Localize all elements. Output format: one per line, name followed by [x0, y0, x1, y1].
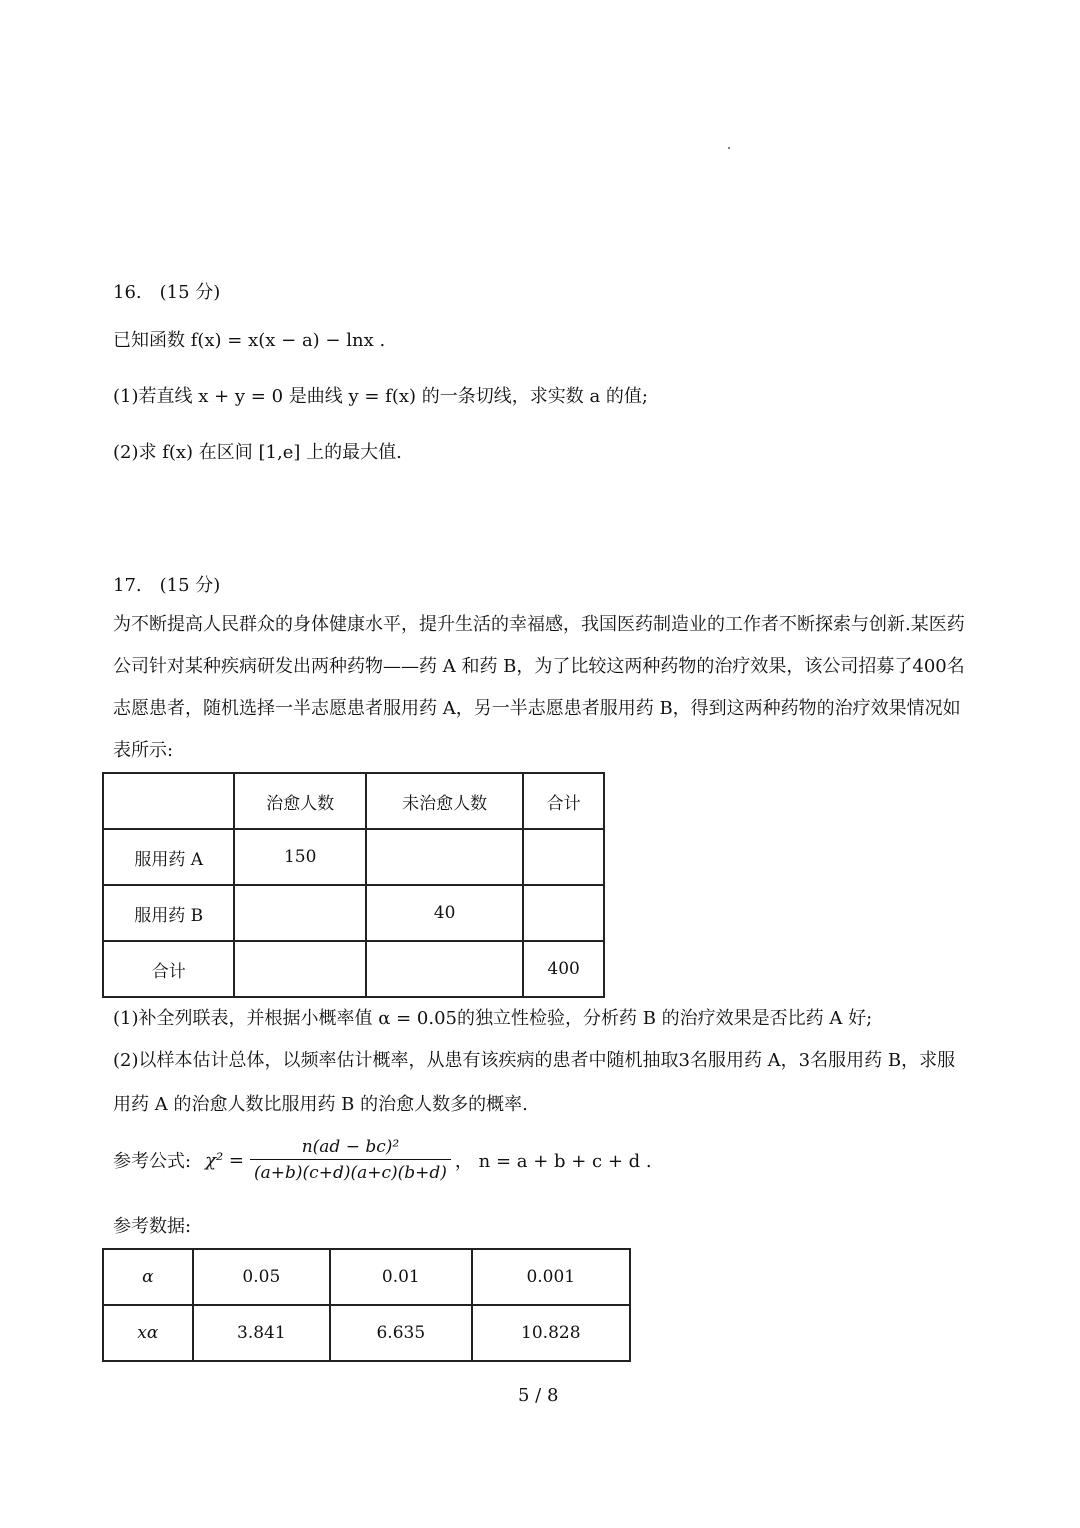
formula-numerator: n(ad − bc)²	[301, 1137, 400, 1157]
table-cell: 6.635	[330, 1305, 471, 1361]
table-header-cell: 合计	[523, 773, 604, 829]
table-cell: 150	[234, 829, 366, 885]
formula-label: 参考公式:	[113, 1151, 192, 1172]
table-cell: α	[103, 1249, 193, 1305]
table-header-cell: 未治愈人数	[366, 773, 523, 829]
table-cell	[523, 829, 604, 885]
table-cell	[366, 829, 523, 885]
q16-part2: (2)求 f(x) 在区间 [1,e] 上的最大值.	[113, 442, 402, 463]
table-cell	[366, 941, 523, 997]
reference-data-table	[102, 1248, 631, 1362]
ref-data-label: 参考数据:	[113, 1216, 192, 1237]
q16-header: 16. (15 分)	[113, 282, 221, 303]
q17-stem: 为不断提高人民群众的身体健康水平，提升生活的幸福感，我国医药制造业的工作者不断探索与创新.某医药公司针对某种疾病研发出两种药物——药 A 和药 B，为了比较这两种药物的治疗效果，该公司招募了400名志愿患者，随机选择一半志愿患者服用药 A，另一半志愿患者服用药 B，得到这两种药物的治疗效果情况如表所示:	[113, 614, 965, 761]
table-cell: 0.01	[330, 1249, 471, 1305]
table-cell: 服用药 B	[103, 885, 234, 941]
q16-part1: (1)若直线 x + y = 0 是曲线 y = f(x) 的一条切线，求实数 a 的值;	[113, 386, 648, 407]
table-row	[103, 1249, 630, 1305]
table-row	[103, 941, 604, 997]
table-cell: 0.05	[193, 1249, 330, 1305]
table-cell: xα	[103, 1305, 193, 1361]
formula-denominator: (a+b)(c+d)(a+c)(b+d)	[250, 1159, 451, 1183]
table-header-cell: 治愈人数	[234, 773, 366, 829]
contingency-table	[102, 772, 605, 998]
q17-header: 17. (15 分)	[113, 575, 221, 596]
table-cell: 400	[523, 941, 604, 997]
table-row	[103, 1305, 630, 1361]
contingency-header-row	[103, 773, 604, 829]
table-cell	[523, 885, 604, 941]
formula-tail: ， n = a + b + c + d .	[454, 1151, 652, 1172]
reference-formula	[113, 1137, 652, 1183]
table-cell: 合计	[103, 941, 234, 997]
table-cell: 40	[366, 885, 523, 941]
formula-fraction	[250, 1137, 451, 1183]
q17-part2: (2)以样本估计总体，以频率估计概率，从患有该疾病的患者中随机抽取3名服用药 A，3名服用药 B，求服用药 A 的治愈人数比服用药 B 的治愈人数多的概率.	[113, 1050, 956, 1115]
table-header-cell	[103, 773, 234, 829]
table-cell: 服用药 A	[103, 829, 234, 885]
scan-dot	[728, 147, 730, 149]
table-row	[103, 829, 604, 885]
q17-part1: (1)补全列联表，并根据小概率值 α = 0.05的独立性检验，分析药 B 的治疗效果是否比药 A 好;	[113, 1008, 873, 1029]
table-cell: 10.828	[472, 1305, 630, 1361]
table-row	[103, 885, 604, 941]
page-number: 5 / 8	[518, 1385, 559, 1406]
q16-stem: 已知函数 f(x) = x(x − a) − lnx .	[113, 330, 386, 351]
table-cell: 0.001	[472, 1249, 630, 1305]
table-cell	[234, 941, 366, 997]
table-cell	[234, 885, 366, 941]
formula-lhs: χ² =	[205, 1149, 245, 1171]
table-cell: 3.841	[193, 1305, 330, 1361]
